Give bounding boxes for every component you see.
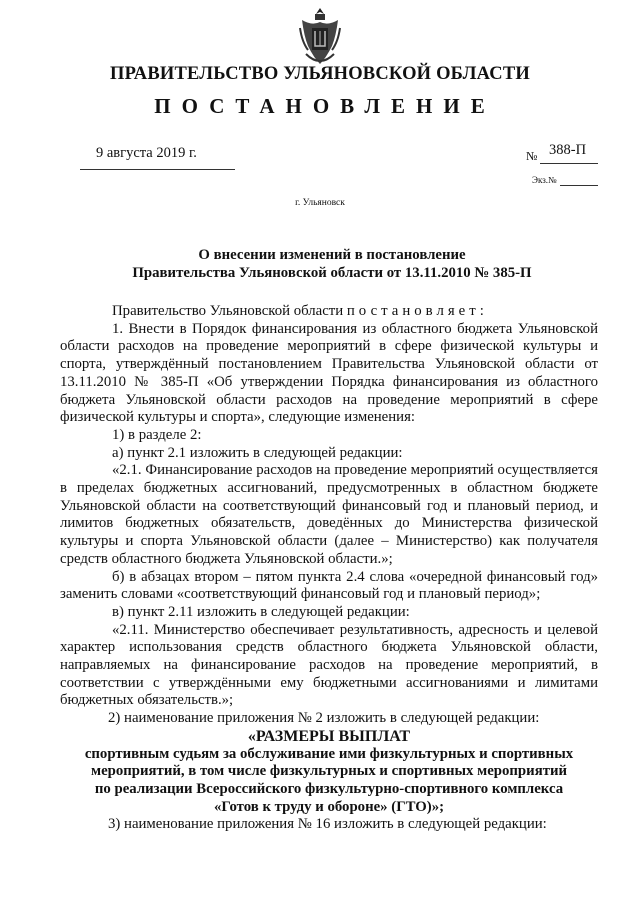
appendix-heading-line-4: «Готов к труду и обороне» (ГТО)»; bbox=[213, 798, 445, 815]
appendix-heading-line-1: спортивным судьям за обслуживание ими физкультурных и спортивных bbox=[84, 745, 574, 762]
city-name: г. Ульяновск bbox=[295, 198, 345, 208]
decree-date: 9 августа 2019 г. bbox=[96, 145, 197, 161]
date-underline bbox=[80, 169, 235, 170]
intro-verb: постановляет: bbox=[346, 303, 488, 319]
quote-2-1: «2.1. Финансирование расходов на проведение мероприятий осуществляется в пределах бюджетных ассигнований, предусмотренных в областном бюджете Ульяновской области на соответствующий финансовый год и плановый период, и лимитов бюджетных обязательств, доведённых до Министерства физической культуры и спорта Ульяновской области (далее – Министерство) как получателя средств областного бюджета Ульяновской области.»; bbox=[60, 462, 598, 567]
subitem-1b: б) в абзацах втором – пятом пункта 2.4 слова «очередной финансовый год» заменить словами «соответствующий финансовый год и плановый период»; bbox=[60, 568, 598, 603]
title-line-1: О внесении изменений в постановление bbox=[198, 247, 466, 263]
number-label: № bbox=[526, 149, 538, 163]
number-underline bbox=[540, 163, 598, 164]
intro-prefix: Правительство Ульяновской области bbox=[112, 303, 344, 319]
appendix-heading-line-3: по реализации Всероссийского физкультурно-спортивного комплекса bbox=[94, 780, 564, 797]
decree-number: 388-П bbox=[549, 142, 587, 158]
appendix-heading-main: «РАЗМЕРЫ ВЫПЛАТ bbox=[247, 727, 411, 745]
copy-number-underline bbox=[560, 185, 598, 186]
subitem-1c: в) пункт 2.11 изложить в следующей редакции: bbox=[112, 603, 410, 620]
copy-number-label: Экз.№ bbox=[532, 175, 557, 185]
title-line-2: Правительства Ульяновской области от 13.11.2010 № 385-П bbox=[132, 265, 532, 281]
subitem-2: 2) наименование приложения № 2 изложить в следующей редакции: bbox=[108, 710, 540, 727]
intro-paragraph bbox=[60, 303, 598, 321]
decree-title bbox=[60, 246, 604, 282]
coat-of-arms-emblem bbox=[298, 6, 342, 68]
decree-body bbox=[60, 303, 598, 834]
item-1: 1. Внести в Порядок финансирования из областного бюджета Ульяновской области расходов на проведение мероприятий в сфере физической культуры и спорта, утверждённый постановлением Правительства Ульяновской области от 13.11.2010 № 385-П «Об утверждении Порядка финансирования из областного бюджета Ульяновской области расходов на проведение мероприятий в сфере физической культуры и спорта», следующие изменения: bbox=[60, 320, 598, 426]
subitem-3: 3) наименование приложения № 16 изложить в следующей редакции: bbox=[108, 816, 547, 833]
government-name: ПРАВИТЕЛЬСТВО УЛЬЯНОВСКОЙ ОБЛАСТИ bbox=[110, 64, 530, 84]
subitem-1: 1) в разделе 2: bbox=[112, 426, 202, 443]
document-type: ПОСТАНОВЛЕНИЕ bbox=[154, 94, 496, 118]
subitem-1a: а) пункт 2.1 изложить в следующей редакции: bbox=[112, 444, 403, 461]
quote-2-11: «2.11. Министерство обеспечивает результативность, адресность и целевой характер использования средств областного бюджета Ульяновской области, направляемых на финансирование расходов на проведение мероприятий, в соответствии с утверждёнными ему бюджетными ассигнованиями и лимитами бюджетных обязательств.»; bbox=[60, 621, 598, 709]
appendix-heading-line-2: мероприятий, в том числе физкультурных и спортивных мероприятий bbox=[90, 763, 568, 780]
